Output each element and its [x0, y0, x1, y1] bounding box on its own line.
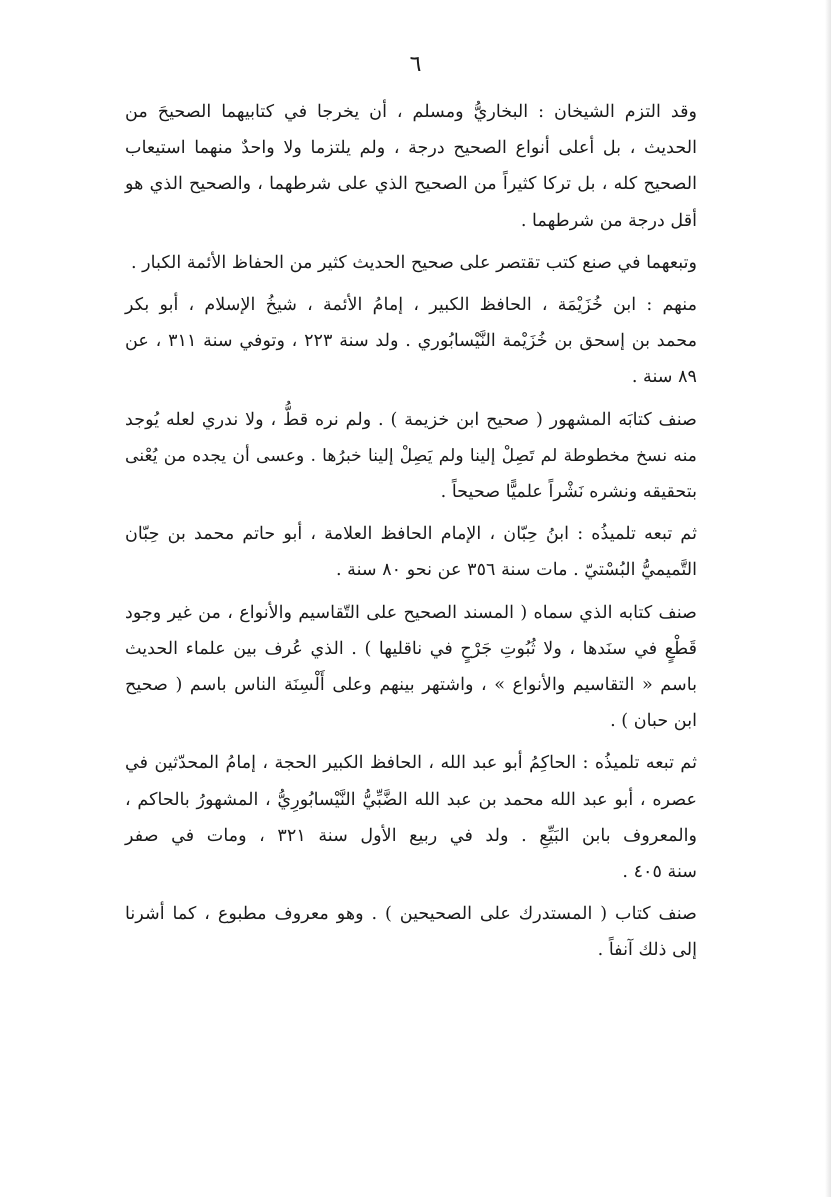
text-line: التَّميميُّ البُسْتيّ . مات سنة ٣٥٦ عن نحو ٨٠ سنة .	[335, 560, 697, 581]
text-line: قَطْعٍ في سنَدها ، ولا ثُبُوتِ جَرْحٍ في ناقليها ) . الذي عُرف بين علماء الحديث	[125, 638, 697, 659]
paragraph-8	[125, 896, 697, 968]
text-line: عصره ، أبو عبد الله محمد بن عبد الله الضَّبِّيُّ النَّيْسابُورِيُّ ، المشهورُ بالحاكم ،	[125, 789, 697, 810]
text-line: صنف كتابه الذي سماه ( المسند الصحيح على التّقاسيم والأنواع ، من غير وجود	[125, 602, 697, 623]
paragraph-5	[125, 516, 697, 588]
text-line: ٨٩ سنة .	[631, 367, 697, 388]
text-line: بتحقيقه ونشره نَشْراً علميًّا صحيحاً .	[440, 482, 697, 503]
text-line: سنة ٤٠٥ .	[622, 862, 697, 883]
text-line: وتبعهما في صنع كتب تقتصر على صحيح الحديث كثير من الحفاظ الأئمة الكبار .	[130, 252, 697, 273]
text-line: محمد بن إسحق بن خُزَيْمة النَّيْسابُوري . ولد سنة ٢٢٣ ، وتوفي سنة ٣١١ ، عن	[125, 331, 697, 352]
scan-edge-shadow	[825, 0, 831, 1197]
text-line: والمعروف بابن البَيِّعِ . ولد في ربيع الأول سنة ٣٢١ ، ومات في صفر	[125, 825, 698, 846]
paragraph-3	[125, 287, 697, 396]
text-line: إلى ذلك آنفاً .	[597, 940, 697, 961]
paragraph-7	[125, 745, 697, 890]
paragraph-6	[125, 595, 697, 740]
text-line: منه نسخ مخطوطة لم تَصِلْ إلينا ولم يَصِلْ إلينا خبرُها . وعسى أن يجده من يُعْنى	[125, 445, 697, 466]
paragraph-4	[125, 402, 697, 511]
text-line: منهم : ابن خُزَيْمَة ، الحافظ الكبير ، إمامُ الأئمة ، شيخُ الإسلام ، أبو بكر	[125, 295, 697, 316]
text-line: وقد التزم الشيخان : البخاريُّ ومسلم ، أن يخرجا في كتابيهما الصحيحَ من	[125, 102, 697, 122]
text-line: باسم « التقاسيم والأنواع » ، واشتهر بينهم وعلى أَلْسِنَة الناس باسم ( صحيح	[125, 675, 697, 696]
page-body-text	[125, 94, 697, 975]
text-line: ثم تبعه تلميذُه : الحاكِمُ أبو عبد الله ، الحافظ الكبير الحجة ، إمامُ المحدّثين في	[125, 753, 697, 774]
page-number: ٦	[409, 52, 422, 77]
text-line: ابن حبان ) .	[610, 711, 697, 732]
text-line: صنف كتابَه المشهور ( صحيح ابن خزيمة ) . ولم نره قطُّ ، ولا ندري لعله يُوجد	[125, 409, 697, 430]
text-line: أقل درجة من شرطهما .	[520, 210, 697, 231]
text-line: الحديث ، بل أعلى أنواع الصحيح درجة ، ولم يلتزما ولا واحدٌ منهما استيعاب	[125, 138, 697, 159]
paragraph-2	[125, 245, 697, 281]
text-line: ثم تبعه تلميذُه : ابنُ حِبّان ، الإمام الحافظ العلامة ، أبو حاتم محمد بن حِبّان	[125, 524, 697, 545]
text-line: الصحيح كله ، بل تركا كثيراً من الصحيح الذي على شرطهما ، والصحيح الذي هو	[125, 174, 697, 195]
paragraph-1	[125, 94, 697, 239]
text-line: صنف كتاب ( المستدرك على الصحيحين ) . وهو معروف مطبوع ، كما أشرنا	[125, 904, 697, 925]
